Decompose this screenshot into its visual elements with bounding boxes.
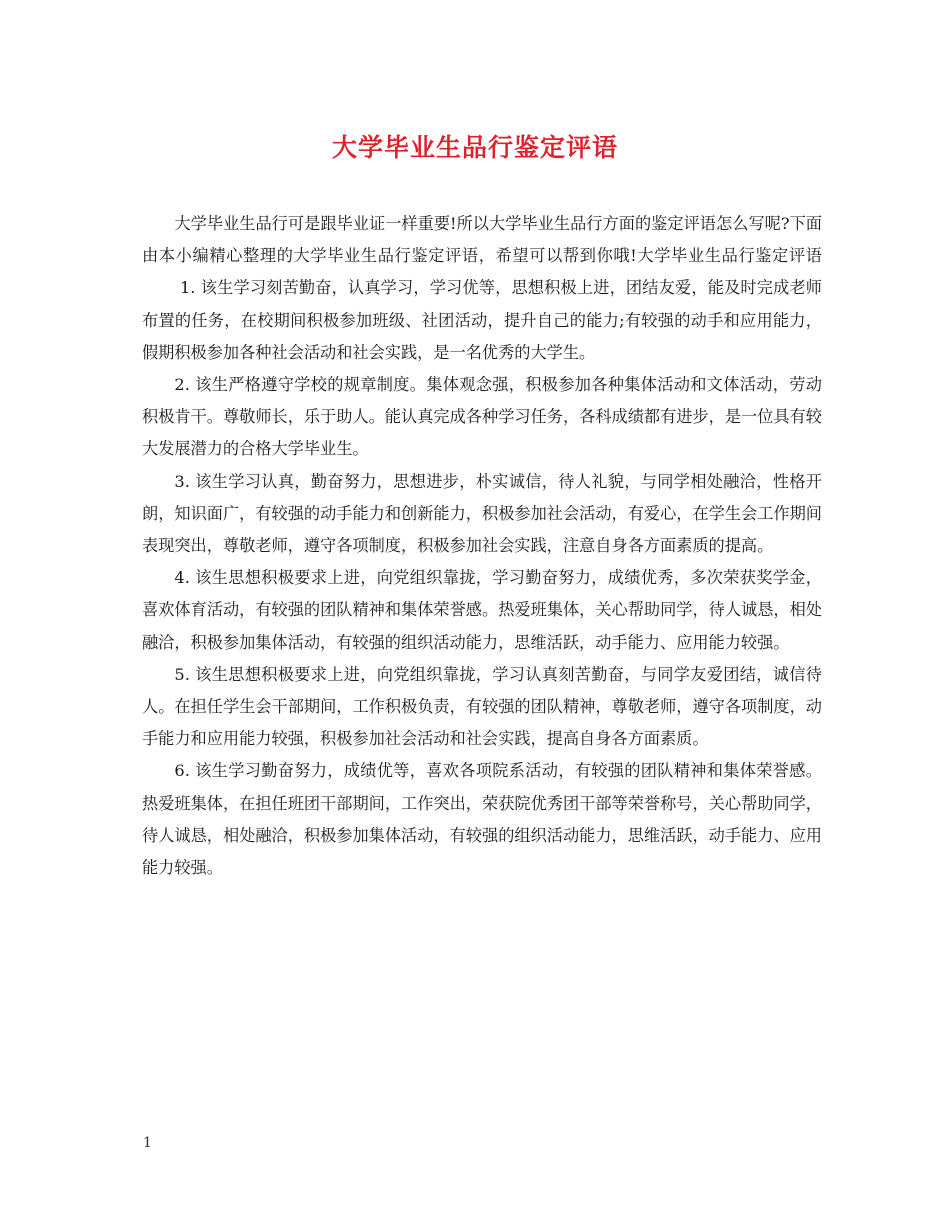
page-number: 1 <box>143 1135 152 1151</box>
document-title: 大学毕业生品行鉴定评语 <box>331 133 618 162</box>
paragraph-1-text: 1. 该生学习刻苦勤奋，认真学习，学习优等，思想积极上进，团结友爱，能及时完成老师布置的任务，在校期间积极参加班级、社团活动，提升自己的能力;有较强的动手和应用能力，假期积极参加各种社会活动和社会实践，是一名优秀的大学生。 <box>142 278 822 362</box>
intro-paragraph <box>142 208 822 369</box>
intro-text: 大学毕业生品行可是跟毕业证一样重要!所以大学毕业生品行方面的鉴定评语怎么写呢?下面由本小编精心整理的大学毕业生品行鉴定评语，希望可以帮到你哦! <box>142 214 822 266</box>
paragraph-6: 6. 该生学习勤奋努力，成绩优等，喜欢各项院系活动，有较强的团队精神和集体荣誉感。热爱班集体，在担任班团干部期间，工作突出，荣获院优秀团干部等荣誉称号，关心帮助同学，待人诚恳，相处融洽，积极参加集体活动，有较强的组织活动能力，思维活跃，动手能力、应用能力较强。 <box>142 761 822 878</box>
paragraph-2: 2. 该生严格遵守学校的规章制度。集体观念强，积极参加各种集体活动和文体活动，劳动积极肯干。尊敬师长，乐于助人。能认真完成各种学习任务，各科成绩都有进步，是一位具有较大发展潜力的合格大学毕业生。 <box>142 375 822 459</box>
paragraph-5: 5. 该生思想积极要求上进，向党组织靠拢，学习认真刻苦勤奋，与同学友爱团结，诚信待人。在担任学生会干部期间，工作积极负责，有较强的团队精神，尊敬老师，遵守各项制度，动手能力和应用能力较强，积极参加社会活动和社会实践，提高自身各方面素质。 <box>142 664 822 749</box>
document-body <box>142 208 822 884</box>
intro-heading: 大学毕业生品行鉴定评语 <box>636 246 822 266</box>
paragraph-3: 3. 该生学习认真，勤奋努力，思想进步，朴实诚信，待人礼貌，与同学相处融洽，性格开朗，知识面广，有较强的动手能力和创新能力，积极参加社会活动，有爱心，在学生会工作期间表现突出，尊敬老师，遵守各项制度，积极参加社会实践，注意自身各方面素质的提高。 <box>142 471 822 556</box>
paragraph-4: 4. 该生思想积极要求上进，向党组织靠拢，学习勤奋努力，成绩优秀，多次荣获奖学金，喜欢体育活动，有较强的团队精神和集体荣誉感。热爱班集体，关心帮助同学，待人诚恳，相处融洽，积极参加集体活动，有较强的组织活动能力，思维活跃，动手能力、应用能力较强。 <box>142 568 822 652</box>
